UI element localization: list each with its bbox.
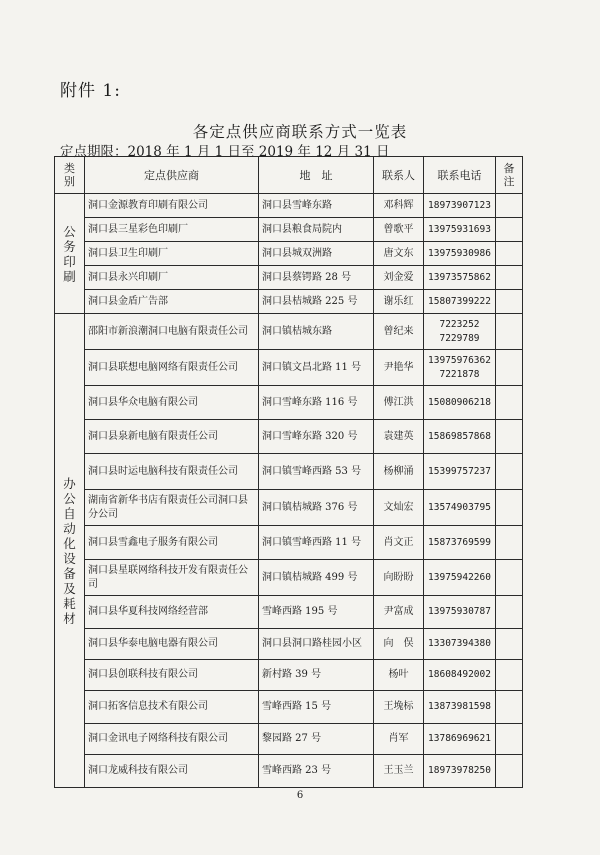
supplier-cell: 洞口县创联科技有限公司 <box>85 660 259 691</box>
header-contact: 联系人 <box>374 157 424 194</box>
phone-cell: 15399757237 <box>424 454 496 490</box>
phone-cell: 13975942260 <box>424 560 496 596</box>
table-row <box>55 350 523 386</box>
note-cell <box>496 290 523 314</box>
page-title: 各定点供应商联系方式一览表 <box>192 123 408 141</box>
table-row <box>55 724 523 755</box>
contact-cell: 向 俣 <box>374 629 424 660</box>
address-cell: 洞口镇雪峰西路 53 号 <box>259 454 374 490</box>
address-cell: 洞口雪峰东路 320 号 <box>259 420 374 454</box>
contact-cell: 邓科辉 <box>374 194 424 218</box>
phone-cell: 13973575862 <box>424 266 496 290</box>
contact-cell: 王玉兰 <box>374 755 424 788</box>
table-row <box>55 420 523 454</box>
note-cell <box>496 755 523 788</box>
phone-cell: 13975930787 <box>424 596 496 629</box>
note-cell <box>496 420 523 454</box>
supplier-cell: 洞口县华泰电脑电器有限公司 <box>85 629 259 660</box>
supplier-cell: 洞口县泉新电脑有限责任公司 <box>85 420 259 454</box>
supplier-cell: 洞口县星联网络科技开发有限责任公司 <box>85 560 259 596</box>
attachment-label: 附件 1: <box>60 81 121 101</box>
note-cell <box>496 660 523 691</box>
period-text: 定点期限：2018 年 1 月 1 日至 2019 年 12 月 31 日 <box>60 144 390 160</box>
address-cell: 雪峰西路 23 号 <box>259 755 374 788</box>
category-office: 办公自动化设备及耗材 <box>55 314 85 788</box>
contact-cell: 袁建英 <box>374 420 424 454</box>
phone-cell: 13307394380 <box>424 629 496 660</box>
contact-cell: 尹艳华 <box>374 350 424 386</box>
table-row <box>55 560 523 596</box>
address-cell: 洞口镇桔城路 376 号 <box>259 490 374 526</box>
table-row <box>55 194 523 218</box>
address-cell: 洞口县蔡锷路 28 号 <box>259 266 374 290</box>
table-row <box>55 218 523 242</box>
address-cell: 洞口县城双洲路 <box>259 242 374 266</box>
table-row <box>55 629 523 660</box>
note-cell <box>496 194 523 218</box>
note-cell <box>496 724 523 755</box>
phone-cell: 15869857868 <box>424 420 496 454</box>
note-cell <box>496 242 523 266</box>
table-row <box>55 755 523 788</box>
contact-cell: 曾歌平 <box>374 218 424 242</box>
contact-cell: 杨叶 <box>374 660 424 691</box>
supplier-cell: 洞口金源教育印刷有限公司 <box>85 194 259 218</box>
phone-cell: 13975931693 <box>424 218 496 242</box>
header-phone: 联系电话 <box>424 157 496 194</box>
table-row <box>55 596 523 629</box>
supplier-cell: 洞口拓客信息技术有限公司 <box>85 691 259 724</box>
contact-cell: 曾纪来 <box>374 314 424 350</box>
phone-cell: 18973907123 <box>424 194 496 218</box>
address-cell: 洞口镇桔城东路 <box>259 314 374 350</box>
contact-cell: 肖文正 <box>374 526 424 560</box>
phone-cell: 15080906218 <box>424 386 496 420</box>
table-row <box>55 242 523 266</box>
contact-cell: 文灿宏 <box>374 490 424 526</box>
supplier-table <box>54 156 523 788</box>
contact-cell: 肖军 <box>374 724 424 755</box>
address-cell: 洞口县洞口路桂园小区 <box>259 629 374 660</box>
table-row <box>55 691 523 724</box>
note-cell <box>496 490 523 526</box>
supplier-cell: 洞口县永兴印刷厂 <box>85 266 259 290</box>
supplier-cell: 洞口县联想电脑网络有限责任公司 <box>85 350 259 386</box>
address-cell: 洞口县桔城路 225 号 <box>259 290 374 314</box>
address-cell: 洞口县雪峰东路 <box>259 194 374 218</box>
table-row <box>55 454 523 490</box>
supplier-cell: 洞口县时运电脑科技有限责任公司 <box>85 454 259 490</box>
supplier-cell: 邵阳市新浪潮洞口电脑有限责任公司 <box>85 314 259 350</box>
phone-cell: 18973978250 <box>424 755 496 788</box>
phone-cell: 18608492002 <box>424 660 496 691</box>
supplier-cell: 洞口龙威科技有限公司 <box>85 755 259 788</box>
supplier-cell: 洞口县三星彩色印刷厂 <box>85 218 259 242</box>
address-cell: 黎园路 27 号 <box>259 724 374 755</box>
table-row <box>55 314 523 350</box>
supplier-cell: 湖南省新华书店有限责任公司洞口县分公司 <box>85 490 259 526</box>
header-supplier: 定点供应商 <box>85 157 259 194</box>
address-cell: 新村路 39 号 <box>259 660 374 691</box>
contact-cell: 唐文东 <box>374 242 424 266</box>
phone-cell: 13786969621 <box>424 724 496 755</box>
contact-cell: 刘金爱 <box>374 266 424 290</box>
note-cell <box>496 560 523 596</box>
contact-cell: 傅江洪 <box>374 386 424 420</box>
header-note: 备注 <box>496 157 523 194</box>
note-cell <box>496 526 523 560</box>
note-cell <box>496 454 523 490</box>
phone-cell: 7223252 7229789 <box>424 314 496 350</box>
table-row <box>55 526 523 560</box>
header-address: 地 址 <box>259 157 374 194</box>
table-row <box>55 490 523 526</box>
contact-cell: 杨柳涌 <box>374 454 424 490</box>
address-cell: 洞口镇桔城路 499 号 <box>259 560 374 596</box>
address-cell: 雪峰西路 15 号 <box>259 691 374 724</box>
table-header-row <box>55 157 523 194</box>
table-row <box>55 266 523 290</box>
phone-cell: 13873981598 <box>424 691 496 724</box>
header-category: 类别 <box>55 157 85 194</box>
page-number: 6 <box>296 790 304 801</box>
table-row <box>55 660 523 691</box>
supplier-cell: 洞口县华众电脑有限公司 <box>85 386 259 420</box>
contact-cell: 尹富成 <box>374 596 424 629</box>
supplier-cell: 洞口县雪鑫电子服务有限公司 <box>85 526 259 560</box>
phone-cell: 13574903795 <box>424 490 496 526</box>
phone-cell: 13975976362 7221878 <box>424 350 496 386</box>
table-row <box>55 290 523 314</box>
note-cell <box>496 596 523 629</box>
address-cell: 洞口镇雪峰西路 11 号 <box>259 526 374 560</box>
note-cell <box>496 629 523 660</box>
note-cell <box>496 218 523 242</box>
note-cell <box>496 266 523 290</box>
phone-cell: 15807399222 <box>424 290 496 314</box>
category-printing: 公务印刷 <box>55 194 85 314</box>
note-cell <box>496 350 523 386</box>
note-cell <box>496 386 523 420</box>
address-cell: 洞口县粮食局院内 <box>259 218 374 242</box>
supplier-cell: 洞口县华夏科技网络经营部 <box>85 596 259 629</box>
address-cell: 洞口镇文昌北路 11 号 <box>259 350 374 386</box>
address-cell: 洞口雪峰东路 116 号 <box>259 386 374 420</box>
note-cell <box>496 314 523 350</box>
supplier-cell: 洞口县卫生印刷厂 <box>85 242 259 266</box>
address-cell: 雪峰西路 195 号 <box>259 596 374 629</box>
note-cell <box>496 691 523 724</box>
contact-cell: 向盼盼 <box>374 560 424 596</box>
table-row <box>55 386 523 420</box>
contact-cell: 谢乐红 <box>374 290 424 314</box>
contact-cell: 王堍标 <box>374 691 424 724</box>
supplier-cell: 洞口县金盾广告部 <box>85 290 259 314</box>
phone-cell: 13975930986 <box>424 242 496 266</box>
supplier-cell: 洞口金讯电子网络科技有限公司 <box>85 724 259 755</box>
phone-cell: 15873769599 <box>424 526 496 560</box>
